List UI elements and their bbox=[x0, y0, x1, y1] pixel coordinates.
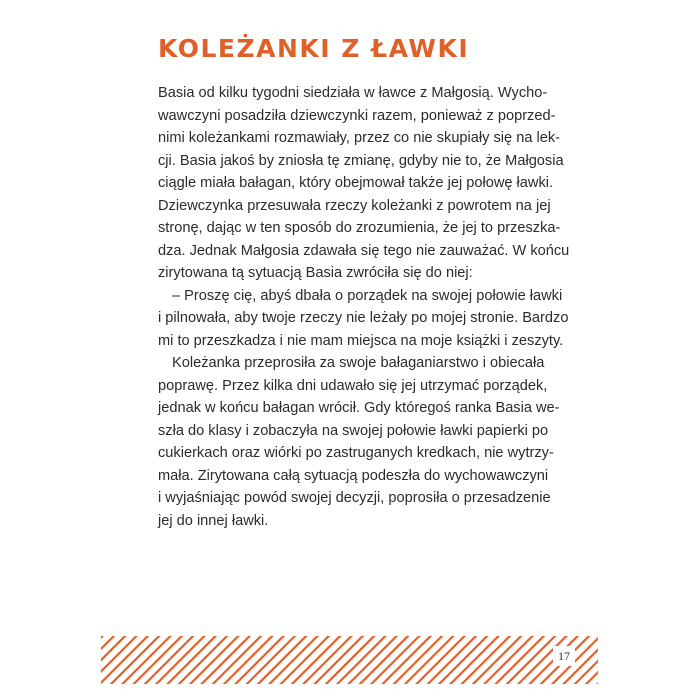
text-line: mała. Zirytowana całą sytuacją podeszła do wychowawczyni bbox=[158, 467, 549, 484]
chapter-title: KOLEŻANKI Z ŁAWKI bbox=[158, 34, 470, 63]
text-line: Koleżanka przeprosiła za swoje bałaganiarstwo i obiecała bbox=[172, 355, 545, 371]
page-number: 17 bbox=[553, 646, 575, 666]
text-line: stronę, dając w ten sposób do zrozumienia, że jej to przeszka- bbox=[158, 220, 561, 236]
text-line: dza. Jednak Małgosia zdawała się tego nie zauważać. W końcu bbox=[158, 242, 570, 259]
text-line: jej do innej ławki. bbox=[158, 512, 269, 529]
text-line: jednak w końcu bałagan wrócił. Gdy któregoś ranka Basia we- bbox=[158, 400, 560, 416]
striped-footer-band bbox=[101, 636, 598, 684]
text-line: nimi koleżankami rozmawiały, przez co nie skupiały się na lek- bbox=[158, 130, 561, 146]
text-line: i wyjaśniając powód swojej decyzji, poprosiła o przesadzenie bbox=[158, 490, 551, 506]
text-line: Basia od kilku tygodni siedziała w ławce z Małgosią. Wycho- bbox=[158, 85, 548, 101]
text-line: poprawę. Przez kilka dni udawało się jej utrzymać porządek, bbox=[158, 377, 548, 394]
text-line: mi to przeszkadza i nie mam miejsca na moje książki i zeszyty. bbox=[158, 332, 564, 349]
text-line: Dziewczynka przesuwała rzeczy koleżanki z powrotem na jej bbox=[158, 197, 551, 214]
text-line: wawczyni posadziła dziewczynki razem, ponieważ z poprzed- bbox=[158, 107, 556, 124]
text-line: – Proszę cię, abyś dbała o porządek na swojej połowie ławki bbox=[172, 287, 563, 304]
text-line: i pilnowała, aby twoje rzeczy nie leżały po mojej stronie. Bardzo bbox=[158, 310, 569, 326]
text-line: zirytowana tą sytuacją Basia zwróciła się do niej: bbox=[158, 265, 473, 281]
text-line: cji. Basia jakoś by zniosła tę zmianę, gdyby nie to, że Małgosia bbox=[158, 152, 564, 169]
text-line: cukierkach oraz wiórki po zastruganych kredkach, nie wytrzy- bbox=[158, 445, 554, 461]
story-text bbox=[158, 82, 570, 532]
text-line: ciągle miała bałagan, który obejmował także jej połowę ławki. bbox=[158, 175, 554, 191]
text-line: szła do klasy i zobaczyła na swojej połowie ławki papierki po bbox=[158, 422, 549, 439]
